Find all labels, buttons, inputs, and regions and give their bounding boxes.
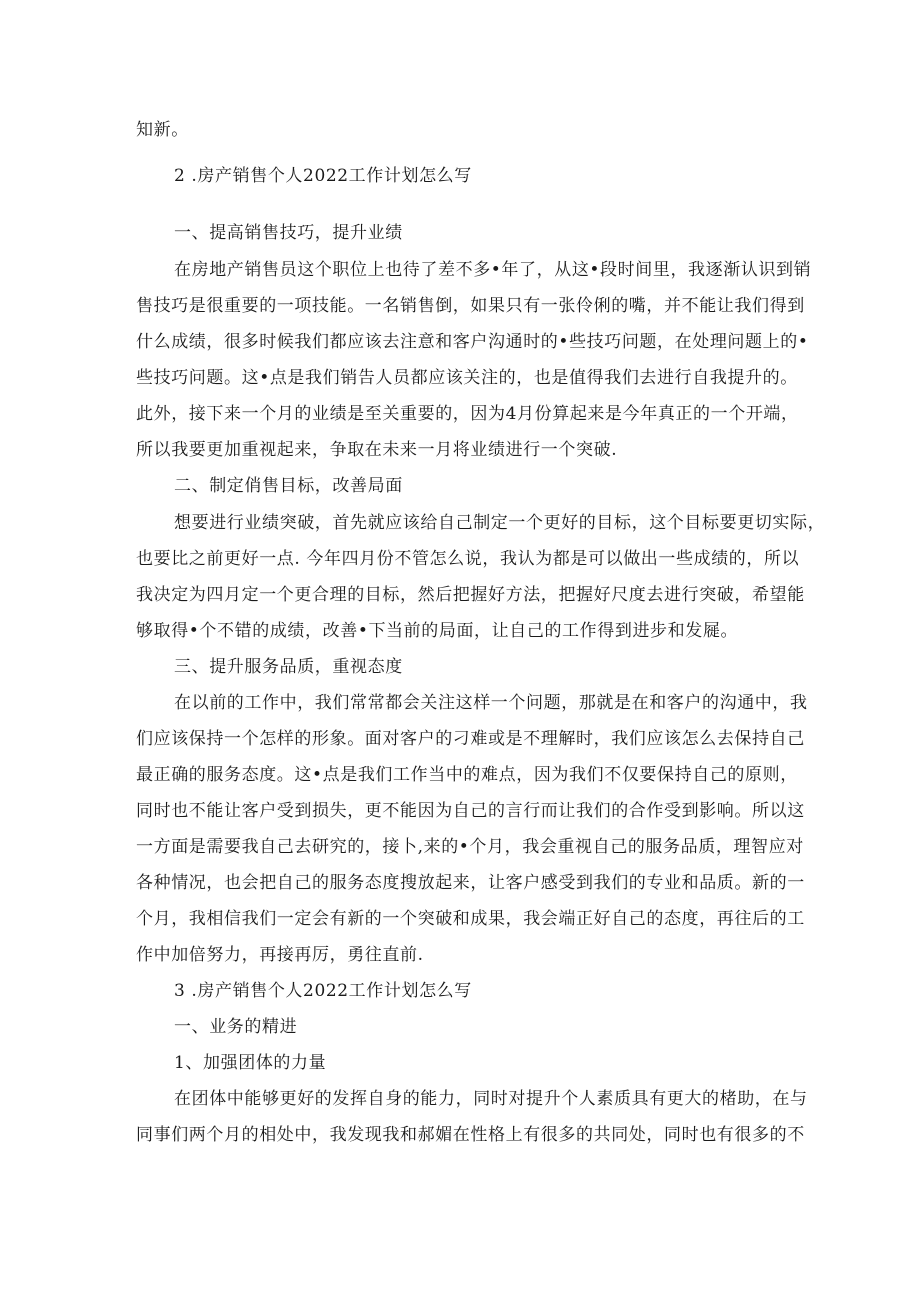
paragraph-line: 在房地产销售员这个职位上也待了差不多•年了，从这•段时间里，我逐渐认识到销: [174, 260, 812, 280]
paragraph-line: 同事们两个月的相处中，我发现我和郝媚在性格上有很多的共同处，同时也有很多的不: [136, 1125, 805, 1145]
section-title: 2 .房产销售个人2022工作计划怎么写: [174, 166, 472, 186]
subsection-heading: 1、加强团体的力量: [174, 1053, 327, 1073]
paragraph-line: 同时也不能让客户受到损失，更不能因为自己的言行而让我们的合作受到影响。所以这: [136, 801, 805, 821]
paragraph-line: 此外，接下来一个月的业绩是至关重要的，因为4月份算起来是今年真正的一个开端，: [136, 404, 799, 424]
paragraph-line: 各种情况，也会把自己的服务态度搜放起来，让客户感受到我们的专业和品质。新的一: [136, 873, 805, 893]
subsection-heading: 一、提高销售技巧，提升业绩: [174, 223, 403, 243]
subsection-heading: 一、业务的精进: [174, 1017, 298, 1037]
paragraph-line: 最正确的服务态度。这•点是我们工作当中的难点，因为我们不仅要保持自己的原则，: [136, 765, 798, 785]
paragraph-line: 售技巧是很重要的一项技能。一名销售倒，如果只有一张伶俐的嘴，并不能让我们得到: [136, 296, 805, 316]
paragraph-line: 一方面是需要我自己去研究的，接卜,来的•个月，我会重视自己的服务品质，理智应对: [136, 837, 804, 857]
paragraph-line: 也要比之前更好一点. 今年四月份不管怎么说，我认为都是可以做出一些成绩的，所以: [136, 549, 800, 569]
paragraph-line: 些技巧问题。这•点是我们销告人员都应该关注的，也是值得我们去进行自我提升的。: [136, 368, 798, 388]
subsection-heading: 二、制定俏售目标，改善局面: [174, 476, 403, 496]
paragraph-line: 在以前的工作中，我们常常都会关注这样一个问题，那就是在和客户的沟通中，我: [174, 693, 808, 713]
paragraph-line: 够取得•个不错的成绩，改善•下当前的局面，让自己的工作得到进步和发屣。: [136, 621, 739, 641]
paragraph-line: 所以我要更加重视起来，争取在未来一月将业绩进行一个突破.: [136, 440, 618, 460]
paragraph-line: 想要进行业绩突破，首先就应该给自己制定一个更好的目标，这个目标要更切实际，: [174, 513, 826, 533]
paragraph-line: 们应该保持一个怎样的形象。面对客户的刁难或是不理解时，我们应该怎么去保持自己: [136, 729, 805, 749]
subsection-heading: 三、提升服务品质，重视态度: [174, 657, 403, 677]
paragraph-line: 作中加倍努力，再接再厉，勇往直前.: [136, 945, 424, 965]
paragraph-line: 什么成绩，很多时候我们都应该去注意和客户沟通时的•些技巧问题，在处理问题上的•: [136, 332, 809, 352]
paragraph-line: 个月，我相信我们一定会有新的一个突破和成果，我会端正好自己的态度，再往后的工: [136, 909, 805, 929]
section-title: 3 .房产销售个人2022工作计划怎么写: [174, 981, 472, 1001]
paragraph-line: 知新。: [136, 120, 189, 140]
paragraph-line: 我决定为四月定一个更合理的目标，然后把握好方法，把握好尺度去进行突破，希望能: [136, 585, 805, 605]
paragraph-line: 在团体中能够更好的发挥自身的能力，同时对提升个人素质具有更大的楮助，在与: [174, 1089, 808, 1109]
